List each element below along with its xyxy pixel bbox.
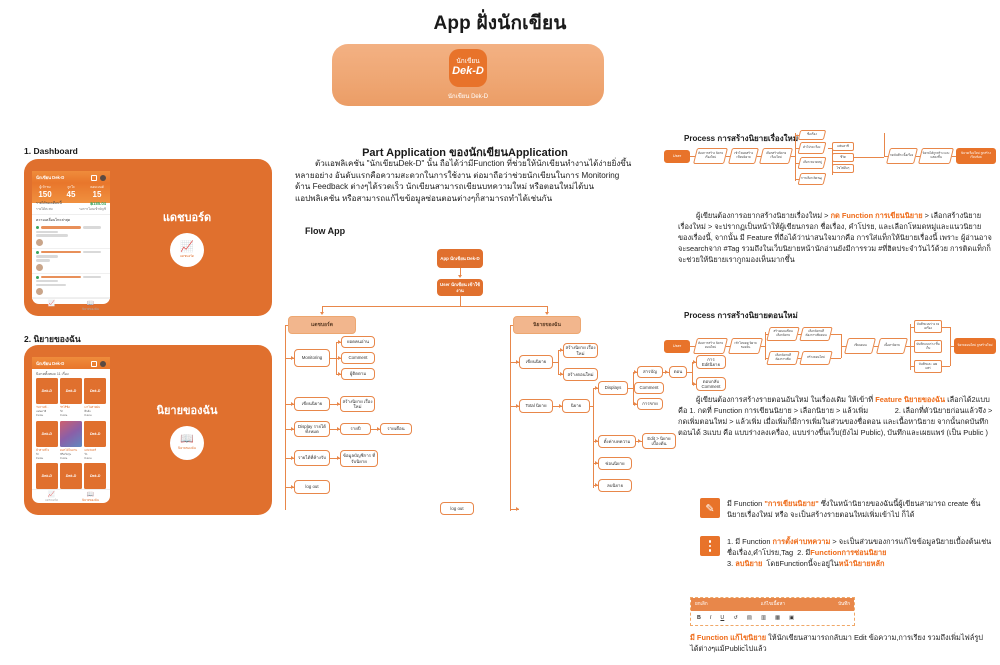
process-paragraph-2: ผู้เขียนต้องการสร้างรายตอนอันใหม่ ในเรื่องเดิม ให้เข้าที่ Feature นิยายของฉัน เลือกได้2แบบ คือ 1. กดที่ Function การเขียนนิยาย > เลือกนิยาย > แล้วเพิ่ม 2. เลือกที่ตัวนิยายก่อนแล้วจึง > กดเพิ่มตอนใหม่ > แล้วเพิ่ม เมื่อเพิ่มก็มีการเพิ่มในส่วนของชื่อตอน และเนื้อหานิยาย จากนั้นกดบันทึกตอนได้ 3แบบ คือ แบบร่างลงเครื่อง, แบบร่างขึ้นเว็บ(ยังไม่ Public), บันทึกและเผยแพร่ (เป็น Public ) bbox=[678, 395, 993, 438]
image-icon[interactable]: ▣ bbox=[789, 615, 795, 621]
avatar bbox=[36, 264, 43, 271]
avatar[interactable] bbox=[100, 175, 106, 181]
phone-header bbox=[32, 357, 110, 369]
book-icon: 📖 bbox=[180, 433, 194, 445]
list-item[interactable] bbox=[84, 378, 106, 418]
novel-cover: Dek-D bbox=[60, 463, 82, 489]
flow-node-r-comment: Comment bbox=[634, 382, 664, 394]
stat-label: คอมเมนต์ bbox=[90, 185, 104, 189]
grid-header: นิยายทั้งหมด 11 เรื่อง bbox=[36, 372, 69, 376]
novel-cover: Dek-D bbox=[84, 463, 106, 489]
novel-title: วันวานที่... bbox=[36, 405, 49, 409]
chart-line-icon: 📈 bbox=[47, 492, 56, 498]
paragraph-highlight: กด Function การเขียนนิยาย bbox=[830, 211, 923, 220]
list-item[interactable] bbox=[60, 463, 82, 489]
list-item[interactable] bbox=[32, 224, 110, 249]
underline-icon[interactable]: U bbox=[720, 615, 725, 621]
editor-caption: มี Function แก้ไขนิยาย ให้นักเขียนสามารถกลับมา Edit ข้อความ,การเรียง รวมถึงเพิ่มไฟล์รูปได้ต่างๆแม้Publicไปแล้ว bbox=[690, 633, 983, 653]
pnode-category-1: เลือก หมวดหมู่ bbox=[798, 157, 827, 169]
flow-node-write-novel: เขียนนิยาย bbox=[294, 397, 330, 411]
novel-grid bbox=[32, 378, 110, 489]
part-title: Part Application ของนักเขียนApplication bbox=[362, 147, 568, 159]
flow-node-sales: การขาย bbox=[637, 398, 663, 410]
flow-node-novel: นิยาย bbox=[562, 399, 590, 413]
align-right-icon[interactable]: ▦ bbox=[775, 615, 781, 621]
avatar[interactable] bbox=[100, 361, 106, 367]
pnode-step2-2: เข้าโหมดดู นิยายของฉัน bbox=[728, 338, 763, 354]
editor-format-tools bbox=[691, 611, 854, 625]
app-icon-line2: Dek-D bbox=[452, 65, 484, 78]
stat-item bbox=[32, 185, 58, 199]
edit-icon[interactable] bbox=[91, 361, 97, 367]
pnode-sub-life: ชีวิต bbox=[832, 153, 854, 162]
book-icon: 📖 bbox=[86, 492, 95, 498]
flow-node-display-income: Display รายได้ทั้งหมด bbox=[294, 421, 330, 437]
status-dot bbox=[36, 276, 39, 279]
nav-item-novels[interactable] bbox=[71, 301, 110, 312]
flow-node-total-novels: Total นิยาย bbox=[519, 399, 553, 413]
callout-text-1: มี Function "การเขียนนิยาย" ซึ่งในหน้านิยายของฉันนี้ผู้เขียนสามารถ create ชิ้นนิยายเรื่องใหม่ หรือ จะเป็นสร้างรายตอนใหม่เพิ่มเข้าไป ก็ได้ bbox=[727, 499, 981, 520]
save-button[interactable]: บันทึก bbox=[838, 601, 850, 606]
flow-node-user: User นักเขียน เข้าใช้งาน bbox=[437, 279, 483, 296]
flow-node-readers: ยอดคนอ่าน bbox=[341, 336, 375, 348]
avatar bbox=[36, 288, 43, 295]
editor-title: แก้ไขเนื้อหา bbox=[760, 601, 786, 606]
pnode-title-1: ชื่อเรื่อง bbox=[798, 130, 826, 140]
editor-action-bar bbox=[691, 598, 854, 611]
earning-row bbox=[32, 200, 110, 207]
italic-icon[interactable]: I bbox=[709, 615, 712, 621]
novel-cover: Dek-D bbox=[84, 378, 106, 404]
list-item[interactable] bbox=[32, 249, 110, 274]
list-item[interactable] bbox=[36, 421, 58, 461]
chart-line-icon: 📈 bbox=[180, 240, 194, 253]
novel-meta: 0 ตอน bbox=[84, 456, 92, 460]
mockup-side-title: แดชบอร์ด bbox=[162, 212, 212, 224]
pnode-save-draft-web: บันทึกแบบร่าง ขึ้นเว็บ bbox=[914, 340, 942, 353]
list-item[interactable] bbox=[36, 378, 58, 418]
pnode-shown-1: นิยายได้ถูกสร้าง และแสดงขึ้น bbox=[918, 148, 954, 164]
novel-title: ฟ้าสางที่ใจ bbox=[36, 447, 50, 452]
list-item[interactable] bbox=[84, 463, 106, 489]
nav-item-dashboard[interactable] bbox=[32, 301, 71, 312]
novels-badge bbox=[170, 426, 204, 460]
pnode-save-1: กดบันทึก เนื้อเรื่อง bbox=[886, 148, 918, 164]
nav-item-novels[interactable] bbox=[71, 492, 110, 503]
flow-node-followers: ผู้ติดตาม bbox=[341, 368, 375, 380]
novel-meta: 0 ตอน bbox=[36, 456, 44, 460]
flow-node-r-new-chapter: สร้างตอนใหม่ bbox=[563, 368, 598, 381]
novel-title: ดอกไม้ในม่าน bbox=[60, 447, 78, 452]
stat-value: 15 bbox=[92, 190, 102, 199]
flow-node-r-write: เขียนนิยาย bbox=[519, 355, 553, 369]
callout-write-function bbox=[700, 498, 994, 520]
edit-pencil-icon[interactable]: ✎ bbox=[700, 498, 720, 518]
pnode-blurb-1: คำโปรย เรื่อง bbox=[798, 142, 827, 154]
pnode-save-publish: บันทึกและ เผยแพร่ bbox=[914, 360, 942, 373]
phone-title: นักเขียน Dek-D bbox=[36, 361, 65, 366]
status-dot bbox=[36, 251, 39, 254]
flow-node-monitoring: Monitoring bbox=[294, 349, 330, 367]
part-body: ตัวแอพลิเคชัน "นักเขียนDek-D" นั้น ถือได้ว่ามีFunction ที่ช่วยให้นักเขียนทำงานได้ง่ายยิ่งขึ้นหลายอย่าง อันดับแรกคือความสะดวกในการใช้งาน ต่อมาถือว่าช่วยนักเขียนในการ Monitoring ด้าน Feedback ต่างๆได้รวดเร็ว นักเขียนสามารถเขียนบทความใหม่ หรือตอนใหม่ได้บนแอปพลิเคชัน หรือสามารถแก้ไขข้อมูลซ่อนตอนต่างๆก็สามารถทำได้เช่นกัน bbox=[295, 159, 632, 204]
align-left-icon[interactable]: ▤ bbox=[746, 615, 752, 621]
mockup-heading-novels: 2. นิยายของฉัน bbox=[24, 334, 81, 344]
mockup-side-novels bbox=[110, 401, 264, 460]
flow-node-comment: Comment bbox=[341, 352, 375, 364]
mockup-side-dashboard bbox=[110, 208, 264, 267]
list-item[interactable] bbox=[60, 421, 82, 461]
list-item[interactable] bbox=[36, 463, 58, 489]
process-title-1: Process การสร้างนิยายเรื่องใหม่ bbox=[684, 134, 799, 143]
novel-meta: รัก bbox=[36, 452, 39, 456]
nav-label: แดชบอร์ด bbox=[44, 307, 59, 312]
callout-text-2: 1. มี Function การตั้งค่าบทความ > จะเป็นส่วนของการแก้ไขข้อมูลนิยายเบื้องต้นเช่น ชื่อเรื่อง,คำโปรย,Tag 2. มีFunctionการซ่อนนิยาย 3. ลบนิยาย โดยFunctionนี้จะอยู่ในหน้านิยายหลัก bbox=[727, 537, 992, 569]
app-icon[interactable] bbox=[449, 49, 487, 87]
flow-node-yearly: รายปี bbox=[340, 423, 371, 435]
flow-node-root: App นักเขียน Dek-D bbox=[437, 249, 483, 268]
flow-node-create-new-novel: สร้างนิยาย เรื่องใหม่ bbox=[340, 396, 375, 412]
novel-meta: 0 ตอน bbox=[84, 414, 92, 417]
flow-node-settings: ตั้งค่าบทความ bbox=[598, 435, 636, 448]
nav-label: นิยายของฉัน bbox=[82, 307, 99, 312]
undo-icon[interactable]: ↺ bbox=[733, 615, 738, 621]
process-paragraph-1: ผู้เขียนต้องการอยากสร้างนิยายเรื่องใหม่ > กด Function การเขียนนิยาย > เลือกสร้างนิยายเรื่องใหม่ > จะปรากฏเป็นหน้าให้ผู้เขียนกรอก ชื่อเรื่อง, คำโปรย, และเลือกโหมดหมู่และแนวนิยายของเรื่องนี้, จากนั้น มี Feature ที่ถือได้ว่าน่าสนใจมากคือ การใส่แท็กให้นิยายเรื่องนี้ เพราะ ผู้อ่านอาจจะsearchจาก #Tag รวมถึงในเว็บนิยายหน้านักอ่านยังมีการรวม #ที่ฮิตประจำวันไว้ด้วย การติดแท็กก็จะช่วยให้นิยายเรากูกมองเห็นมากขึ้น bbox=[678, 211, 992, 265]
status-dot bbox=[36, 226, 39, 229]
earning-sub-right: รอการโอนเข้าบัญชี bbox=[79, 207, 106, 211]
process-title-2: Process การสร้างนิยายตอนใหม่ bbox=[684, 311, 798, 320]
flow-node-hide-novel: ซ่อนนิยาย bbox=[598, 457, 632, 470]
pnode-step1-1: ต้องการสร้าง นิยายเรื่องใหม่ bbox=[693, 148, 728, 164]
flow-node-logout-left: log out bbox=[294, 480, 330, 494]
app-banner bbox=[332, 44, 604, 106]
bold-icon[interactable]: B bbox=[697, 615, 701, 621]
flow-node-r-new-novel: สร้างนิยาย เรื่องใหม่ bbox=[563, 343, 598, 358]
novel-cover: Dek-D bbox=[84, 421, 106, 447]
avatar bbox=[36, 239, 43, 246]
pnode-save-draft-local: บันทึกแบบร่าง ลงเครื่อง bbox=[914, 320, 942, 333]
stat-label: ถูกใจ bbox=[67, 185, 75, 189]
novel-meta: ลึกลับ bbox=[84, 410, 91, 413]
chart-line-icon: 📈 bbox=[47, 301, 56, 308]
pnode-branchA-2: เลือกนิยายที่ ต้องการเพิ่มตอน bbox=[799, 327, 832, 341]
flow-node-pending-revenue: รายได้ที่ค้างรับ bbox=[294, 450, 330, 466]
stat-value: 150 bbox=[38, 190, 52, 199]
pnode-branchB-2: สร้างตอนใหม่ bbox=[799, 351, 832, 365]
phone-dashboard bbox=[32, 171, 110, 312]
flow-node-toc: สารบัญ bbox=[637, 366, 663, 378]
novel-cover: Dek-D bbox=[36, 463, 58, 489]
nav-label: แดชบอร์ด bbox=[44, 498, 59, 502]
page-title: App ฝั่งนักเขียน bbox=[433, 13, 567, 34]
phone-novels bbox=[32, 357, 110, 503]
pnode-user-2: User bbox=[664, 340, 690, 353]
flow-node-delete-novel: ลบนิยาย bbox=[598, 479, 632, 492]
novel-meta: ชีวิตวัยรุ่น bbox=[60, 452, 72, 456]
flow-node-edit-basic: Edit > นิยาย เบื้องต้น bbox=[642, 433, 676, 449]
flow-app-label: Flow App bbox=[305, 226, 346, 236]
pnode-sub-fantasy: แฟนตาซี bbox=[832, 142, 854, 151]
badge-caption: แดชบอร์ด bbox=[179, 253, 194, 258]
edit-icon[interactable] bbox=[91, 175, 97, 181]
stat-item bbox=[84, 185, 110, 199]
flow-node-edit-novel: การ Editนิยาย bbox=[696, 355, 726, 369]
pnode-content-2: เนื้อหานิยาย bbox=[876, 338, 908, 354]
earning-subrow bbox=[32, 207, 110, 215]
align-center-icon[interactable]: ▥ bbox=[760, 615, 767, 621]
pnode-user-1: User bbox=[664, 150, 690, 163]
phone-bottom-nav bbox=[32, 489, 110, 505]
earning-value: ฿185.04 bbox=[90, 201, 106, 206]
novel-meta: รัก bbox=[60, 410, 64, 413]
nav-item-dashboard[interactable] bbox=[32, 492, 71, 503]
flow-node-reply-comment: ตอบกลับ Comment bbox=[696, 377, 726, 391]
flow-node-logout-right: log out bbox=[440, 502, 474, 515]
flow-node-my-novels: นิยายของฉัน bbox=[513, 316, 581, 334]
novel-cover bbox=[60, 421, 82, 447]
novel-title: เงาในสายฝน bbox=[84, 405, 100, 409]
pnode-step1-2: ต้องการสร้าง นิยายตอนใหม่ bbox=[693, 338, 728, 354]
pnode-sub-other: ไซไฟอื่นๆ bbox=[832, 164, 854, 173]
novel-meta: 0 ตอน bbox=[36, 414, 44, 417]
flow-node-monthly: รายเดือน bbox=[380, 423, 412, 435]
book-icon: 📖 bbox=[86, 301, 95, 308]
stat-item bbox=[58, 185, 84, 199]
phone-header bbox=[32, 171, 110, 183]
novel-meta: 0 ตอน bbox=[60, 414, 68, 417]
flow-node-account-info: ข้อมูลบัญชีการ ที่รับนิยาย bbox=[340, 450, 378, 467]
flow-node-dashboard: แดชบอร์ด bbox=[288, 316, 356, 334]
earning-label: รายได้ของเดือนนี้ bbox=[36, 201, 62, 205]
pnode-write-chapter-2: เขียนตอน bbox=[844, 338, 876, 354]
novel-meta: แฟนตาซี bbox=[36, 410, 47, 413]
mockup-side-title: นิยายของฉัน bbox=[156, 404, 218, 417]
kebab-menu-icon[interactable] bbox=[700, 536, 720, 556]
phone-title: นักเขียน Dek-D bbox=[36, 175, 65, 180]
nav-label: นิยายของฉัน bbox=[82, 498, 99, 502]
novel-cover: Dek-D bbox=[60, 378, 82, 404]
mockup-card-dashboard bbox=[24, 159, 272, 316]
feed-label: ความเคลื่อนไหวล่าสุด bbox=[36, 218, 71, 222]
novel-title: แสงจันทร์ bbox=[84, 447, 97, 452]
pnode-branchB-1: เลือกนิยายที่ ต้องการเพิ่ม bbox=[766, 351, 799, 365]
flow-node-displays: Displays bbox=[598, 381, 628, 395]
list-item[interactable] bbox=[84, 421, 106, 461]
pnode-step2-1: เข้าโหมดสร้าง เขียนนิยาย bbox=[728, 148, 759, 164]
pnode-branchA-1: สร้างตอนเขียน เลือกนิยาย bbox=[766, 327, 799, 341]
stat-label: ผู้เข้าชม bbox=[39, 185, 51, 189]
novel-meta: 0 ตอน bbox=[60, 456, 68, 460]
novel-cover: Dek-D bbox=[36, 378, 58, 404]
pnode-tag-1: การเลือก ติดTag bbox=[798, 173, 827, 185]
flow-node-chapter: ตอน bbox=[669, 366, 687, 378]
cancel-button[interactable]: ยกเลิก bbox=[695, 601, 708, 606]
paragraph-highlight: Feature นิยายของฉัน bbox=[875, 395, 946, 404]
pnode-step3-1: เลือกสร้างนิยาย เรื่องใหม่ bbox=[759, 148, 793, 164]
editor-toolbar-mockup bbox=[690, 597, 855, 626]
mockup-card-novels bbox=[24, 345, 272, 515]
list-item[interactable] bbox=[60, 378, 82, 418]
callout-menu-function bbox=[700, 536, 994, 569]
app-icon-line1: นักเขียน bbox=[456, 57, 480, 65]
stat-value: 45 bbox=[66, 190, 76, 199]
phone-bottom-nav bbox=[32, 298, 110, 314]
badge-caption: นิยายของฉัน bbox=[178, 446, 196, 450]
app-banner-caption: นักเขียน Dek-D bbox=[447, 94, 489, 100]
novel-title: รักไร้ชื่อ bbox=[60, 405, 70, 409]
list-item[interactable] bbox=[32, 274, 110, 299]
earning-sub-left: รายได้สะสม bbox=[36, 207, 53, 211]
pnode-end-2: นิยายตอนใหม่ ถูกสร้างใหม่ bbox=[954, 338, 996, 354]
novel-meta: รัก bbox=[84, 452, 88, 456]
mockup-heading-dashboard: 1. Dashboard bbox=[24, 146, 78, 156]
novel-cover: Dek-D bbox=[36, 421, 58, 447]
dashboard-badge bbox=[170, 233, 204, 267]
pnode-end-1: นิยายเรื่องใหม่ ถูกสร้างเรียบร้อย bbox=[956, 148, 996, 164]
